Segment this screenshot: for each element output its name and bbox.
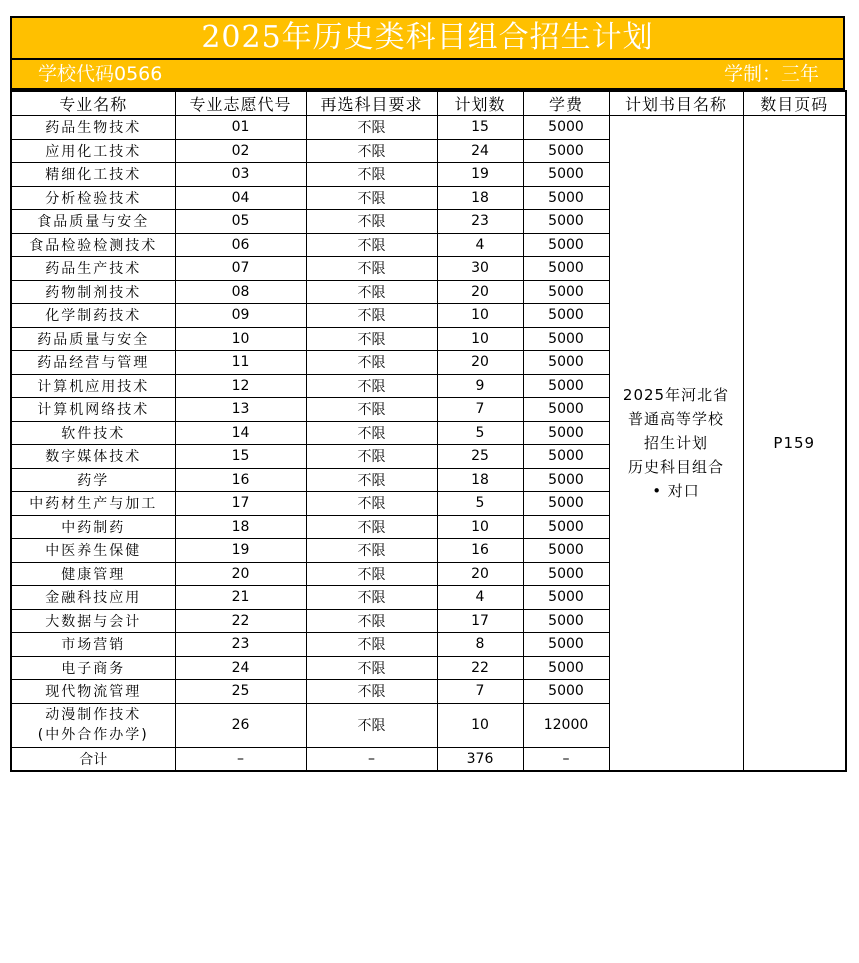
plan-count-cell: 19 <box>437 163 523 187</box>
plan-count-cell: 25 <box>437 445 523 469</box>
subject-req-cell: 不限 <box>306 398 437 422</box>
plan-sheet <box>10 16 845 772</box>
book-name-line: 招生计划 <box>643 434 708 452</box>
fee-cell: 5000 <box>523 280 609 304</box>
header-book-name: 计划书目名称 <box>609 91 743 116</box>
major-name-cell: 药品生物技术 <box>11 116 175 140</box>
major-name-cell: 现代物流管理 <box>11 680 175 704</box>
major-code-cell: 03 <box>175 163 306 187</box>
plan-count-cell: 7 <box>437 680 523 704</box>
plan-count-cell: 9 <box>437 374 523 398</box>
plan-count-cell: 22 <box>437 656 523 680</box>
subject-req-cell: 不限 <box>306 515 437 539</box>
subject-req-cell: 不限 <box>306 210 437 234</box>
plan-count-cell: 8 <box>437 633 523 657</box>
major-name-cell: 金融科技应用 <box>11 586 175 610</box>
table-row <box>11 116 846 140</box>
book-name-line: 历史科目组合 <box>627 458 724 476</box>
major-name-cell: 食品质量与安全 <box>11 210 175 234</box>
major-code-cell: 22 <box>175 609 306 633</box>
plan-count-cell: 10 <box>437 304 523 328</box>
fee-cell: 5000 <box>523 445 609 469</box>
duration: 学制：三年 <box>723 63 819 85</box>
subheader-bar <box>10 60 845 90</box>
major-code-cell: 24 <box>175 656 306 680</box>
plan-count-cell: 5 <box>437 421 523 445</box>
major-code-cell: 07 <box>175 257 306 281</box>
major-code-cell: 02 <box>175 139 306 163</box>
major-code-cell: 17 <box>175 492 306 516</box>
major-code-cell: 26 <box>175 703 306 747</box>
plan-count-cell: 24 <box>437 139 523 163</box>
subject-req-cell: 不限 <box>306 586 437 610</box>
header-page-number: 数目页码 <box>743 91 846 116</box>
total-req-cell: – <box>306 747 437 771</box>
major-code-cell: 10 <box>175 327 306 351</box>
major-name-line: 动漫制作技术 <box>45 707 142 723</box>
header-plan-count: 计划数 <box>437 91 523 116</box>
major-code-cell: 11 <box>175 351 306 375</box>
total-plan-cell: 376 <box>437 747 523 771</box>
subject-req-cell: 不限 <box>306 562 437 586</box>
major-code-cell: 01 <box>175 116 306 140</box>
fee-cell: 5000 <box>523 633 609 657</box>
fee-cell: 5000 <box>523 680 609 704</box>
subject-req-cell: 不限 <box>306 539 437 563</box>
major-name-cell: 中药材生产与加工 <box>11 492 175 516</box>
major-name-cell: 药品生产技术 <box>11 257 175 281</box>
major-name-cell: 大数据与会计 <box>11 609 175 633</box>
plan-count-cell: 20 <box>437 562 523 586</box>
major-name-cell: 计算机应用技术 <box>11 374 175 398</box>
major-code-cell: 20 <box>175 562 306 586</box>
major-name-cell: 应用化工技术 <box>11 139 175 163</box>
fee-cell: 5000 <box>523 398 609 422</box>
major-code-cell: 19 <box>175 539 306 563</box>
major-name-cell: 电子商务 <box>11 656 175 680</box>
page-number-cell: P159 <box>743 116 846 772</box>
subject-req-cell: 不限 <box>306 280 437 304</box>
subject-req-cell: 不限 <box>306 116 437 140</box>
header-row <box>11 91 846 116</box>
major-code-cell: 08 <box>175 280 306 304</box>
plan-count-cell: 18 <box>437 468 523 492</box>
subject-req-cell: 不限 <box>306 233 437 257</box>
subject-req-cell: 不限 <box>306 139 437 163</box>
major-code-cell: 16 <box>175 468 306 492</box>
page-title: 2025年历史类科目组合招生计划 <box>10 16 845 60</box>
header-fee: 学费 <box>523 91 609 116</box>
total-fee-cell: – <box>523 747 609 771</box>
header-major-code: 专业志愿代号 <box>175 91 306 116</box>
major-code-cell: 18 <box>175 515 306 539</box>
plan-count-cell: 16 <box>437 539 523 563</box>
header-subject-req: 再选科目要求 <box>306 91 437 116</box>
plan-count-cell: 10 <box>437 515 523 539</box>
plan-count-cell: 5 <box>437 492 523 516</box>
fee-cell: 5000 <box>523 210 609 234</box>
subject-req-cell: 不限 <box>306 304 437 328</box>
subject-req-cell: 不限 <box>306 445 437 469</box>
plan-count-cell: 23 <box>437 210 523 234</box>
plan-count-cell: 10 <box>437 703 523 747</box>
plan-count-cell: 17 <box>437 609 523 633</box>
fee-cell: 5000 <box>523 139 609 163</box>
fee-cell: 5000 <box>523 327 609 351</box>
major-code-cell: 15 <box>175 445 306 469</box>
fee-cell: 5000 <box>523 515 609 539</box>
subject-req-cell: 不限 <box>306 680 437 704</box>
plan-count-cell: 10 <box>437 327 523 351</box>
major-name-note: (中外合作办学) <box>37 727 149 743</box>
header-major-name: 专业名称 <box>11 91 175 116</box>
book-name-cell <box>609 116 743 772</box>
major-name-cell: 分析检验技术 <box>11 186 175 210</box>
major-name-cell: 药物制剂技术 <box>11 280 175 304</box>
plan-count-cell: 15 <box>437 116 523 140</box>
major-code-cell: 06 <box>175 233 306 257</box>
major-code-cell: 05 <box>175 210 306 234</box>
plan-count-cell: 7 <box>437 398 523 422</box>
fee-cell: 5000 <box>523 257 609 281</box>
subject-req-cell: 不限 <box>306 186 437 210</box>
subject-req-cell: 不限 <box>306 351 437 375</box>
major-name-cell: 健康管理 <box>11 562 175 586</box>
major-code-cell: 25 <box>175 680 306 704</box>
subject-req-cell: 不限 <box>306 609 437 633</box>
fee-cell: 5000 <box>523 116 609 140</box>
fee-cell: 5000 <box>523 163 609 187</box>
major-name-cell <box>11 703 175 747</box>
subject-req-cell: 不限 <box>306 374 437 398</box>
book-name-line: 2025年河北省 <box>622 386 730 404</box>
fee-cell: 5000 <box>523 186 609 210</box>
subject-req-cell: 不限 <box>306 703 437 747</box>
book-name-line: 普通高等学校 <box>627 410 724 428</box>
subject-req-cell: 不限 <box>306 327 437 351</box>
major-code-cell: 13 <box>175 398 306 422</box>
fee-cell: 5000 <box>523 468 609 492</box>
subject-req-cell: 不限 <box>306 257 437 281</box>
fee-cell: 5000 <box>523 609 609 633</box>
fee-cell: 5000 <box>523 562 609 586</box>
fee-cell: 5000 <box>523 374 609 398</box>
fee-cell: 5000 <box>523 304 609 328</box>
major-name-cell: 药品经营与管理 <box>11 351 175 375</box>
plan-count-cell: 20 <box>437 351 523 375</box>
major-name-cell: 数字媒体技术 <box>11 445 175 469</box>
major-code-cell: 09 <box>175 304 306 328</box>
subject-req-cell: 不限 <box>306 468 437 492</box>
major-name-cell: 食品检验检测技术 <box>11 233 175 257</box>
school-code: 学校代码0566 <box>38 63 163 85</box>
major-code-cell: 12 <box>175 374 306 398</box>
fee-cell: 5000 <box>523 351 609 375</box>
major-name-cell: 药品质量与安全 <box>11 327 175 351</box>
table-body <box>11 116 846 772</box>
major-name-cell: 化学制药技术 <box>11 304 175 328</box>
plan-count-cell: 18 <box>437 186 523 210</box>
major-code-cell: 23 <box>175 633 306 657</box>
major-name-cell: 软件技术 <box>11 421 175 445</box>
fee-cell: 12000 <box>523 703 609 747</box>
plan-count-cell: 30 <box>437 257 523 281</box>
major-code-cell: 14 <box>175 421 306 445</box>
total-label-cell: 合计 <box>11 747 175 771</box>
plan-count-cell: 20 <box>437 280 523 304</box>
subject-req-cell: 不限 <box>306 492 437 516</box>
major-name-cell: 中药制药 <box>11 515 175 539</box>
major-code-cell: 04 <box>175 186 306 210</box>
major-name-cell: 药学 <box>11 468 175 492</box>
subject-req-cell: 不限 <box>306 633 437 657</box>
total-code-cell: – <box>175 747 306 771</box>
fee-cell: 5000 <box>523 539 609 563</box>
subject-req-cell: 不限 <box>306 163 437 187</box>
fee-cell: 5000 <box>523 233 609 257</box>
major-name-cell: 中医养生保健 <box>11 539 175 563</box>
enrollment-table <box>10 90 847 772</box>
major-name-cell: 精细化工技术 <box>11 163 175 187</box>
plan-count-cell: 4 <box>437 233 523 257</box>
major-name-cell: 市场营销 <box>11 633 175 657</box>
subject-req-cell: 不限 <box>306 421 437 445</box>
plan-count-cell: 4 <box>437 586 523 610</box>
fee-cell: 5000 <box>523 586 609 610</box>
major-code-cell: 21 <box>175 586 306 610</box>
book-name-line: • 对口 <box>652 482 700 500</box>
fee-cell: 5000 <box>523 656 609 680</box>
fee-cell: 5000 <box>523 421 609 445</box>
subject-req-cell: 不限 <box>306 656 437 680</box>
major-name-cell: 计算机网络技术 <box>11 398 175 422</box>
fee-cell: 5000 <box>523 492 609 516</box>
